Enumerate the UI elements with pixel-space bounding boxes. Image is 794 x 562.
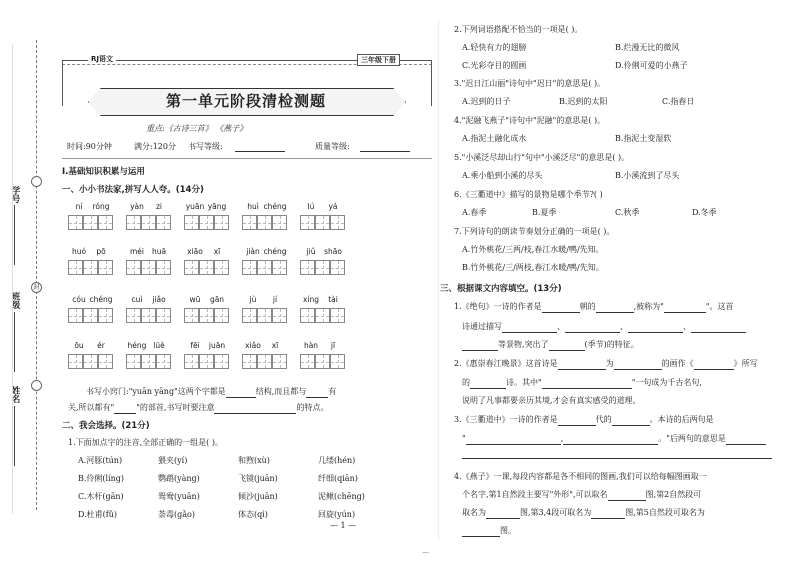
option-c[interactable]: C.指春日 xyxy=(662,97,695,106)
option-b[interactable]: B.小溪流到了尽头 xyxy=(615,171,680,180)
option-word: 飞镜(juān) xyxy=(238,474,278,483)
writing-cell[interactable] xyxy=(272,308,287,323)
fill-blank[interactable] xyxy=(466,435,561,445)
writing-cell[interactable] xyxy=(68,354,83,369)
fill-blank[interactable] xyxy=(726,435,766,445)
fill-blank[interactable] xyxy=(664,303,706,313)
option-b[interactable]: B.指泥土变湿软 xyxy=(615,134,672,143)
fill-blank[interactable] xyxy=(462,341,498,351)
writing-cell[interactable] xyxy=(315,354,330,369)
fill-blank[interactable] xyxy=(542,303,580,313)
writing-cell[interactable] xyxy=(126,215,141,230)
text: 代的 xyxy=(595,415,612,424)
writing-cell[interactable] xyxy=(126,354,141,369)
option-word: 和煦(xù) xyxy=(238,456,270,465)
fill-blank[interactable] xyxy=(486,509,520,519)
option-b[interactable]: B.烂漫无比的微风 xyxy=(615,43,680,52)
header-bracket-left xyxy=(62,60,63,106)
pinyin-label: méi xyxy=(129,247,144,256)
fill-blank[interactable] xyxy=(560,434,658,445)
pinyin-label: jiǔ xyxy=(306,247,316,256)
pinyin-label: juān xyxy=(208,341,226,350)
fill-blank[interactable] xyxy=(470,379,506,389)
pinyin-label: lú xyxy=(307,202,315,211)
quality-grade-blank[interactable] xyxy=(360,142,410,152)
fill-blank[interactable] xyxy=(558,360,606,370)
binding-dashed-line xyxy=(36,40,37,510)
option-a[interactable]: A.轻快有力的翅膀 xyxy=(462,43,527,52)
option-word: 回旋(yún) xyxy=(318,510,356,519)
option-word: 体态(qì) xyxy=(238,510,268,519)
tip-text: 书写小窍门:"yuān yāng"这两个字都是 xyxy=(86,387,226,396)
option-word: 泥鳅(chēng) xyxy=(318,492,365,501)
pinyin-label: xiǎo xyxy=(245,341,261,350)
tip-text: "的部首,书写时要注意 xyxy=(136,403,215,412)
writing-cell[interactable] xyxy=(156,215,171,230)
writing-cell[interactable] xyxy=(330,354,345,369)
text: " xyxy=(462,434,466,443)
writing-grade-blank[interactable] xyxy=(235,142,285,152)
q2-1-stem: 1.下面加点字的注音,全部正确的一组是( )。 xyxy=(68,438,223,447)
binding-circle xyxy=(31,176,42,187)
quality-grade-label: 质量等级: xyxy=(315,142,350,151)
text: , xyxy=(560,434,564,443)
option-c[interactable]: C.秋季 xyxy=(615,208,640,217)
q2-4-stem: 4."泥融飞燕子"诗句中"泥融"的意思是( )。 xyxy=(454,116,606,125)
pinyin-label: zi xyxy=(155,202,163,211)
option-item[interactable]: D.杜甫(fǔ) xyxy=(78,510,118,519)
fill-blank[interactable] xyxy=(591,509,625,519)
binding-circle xyxy=(31,380,42,391)
q3-1-line3 xyxy=(462,339,639,351)
student-id-line[interactable] xyxy=(14,205,15,265)
calligraphy-tip-line2 xyxy=(68,402,328,414)
full-score: 满分:120分 xyxy=(134,142,176,151)
q3-1-line2 xyxy=(462,321,746,333)
pinyin-label: xī xyxy=(271,341,279,350)
name-line[interactable] xyxy=(14,406,15,466)
page-edge xyxy=(12,44,13,514)
option-b[interactable]: B.夏季 xyxy=(532,208,557,217)
q4-line2 xyxy=(462,489,701,501)
subject-tag: RJ语文 xyxy=(88,54,116,64)
pinyin-label: jī xyxy=(330,341,336,350)
text: 图,第3,4段可取名为 xyxy=(520,508,592,517)
pinyin-label: jí xyxy=(272,295,278,304)
q3-1-line1 xyxy=(454,301,734,313)
pinyin-label: chéng xyxy=(89,295,113,304)
class-label: 班级 xyxy=(10,292,20,309)
section-divider xyxy=(62,158,432,159)
tip-text: 有 xyxy=(328,387,337,396)
pinyin-label: gān xyxy=(209,295,225,304)
pinyin-label: cuì xyxy=(131,295,143,304)
fill-blank[interactable] xyxy=(596,303,634,313)
fill-blank[interactable] xyxy=(565,323,620,333)
tip-blank[interactable] xyxy=(306,388,328,398)
fill-blank[interactable] xyxy=(549,341,585,351)
writing-grade-label: 书写等级: xyxy=(188,142,223,151)
fill-blank[interactable] xyxy=(694,360,734,370)
writing-cell[interactable] xyxy=(83,260,98,275)
q2-3-stem: 3."迟日江山丽"诗句中"迟日"的意思是( )。 xyxy=(454,79,606,88)
writing-cell[interactable] xyxy=(272,215,287,230)
writing-cell[interactable] xyxy=(83,308,98,323)
student-id-label: 学号 xyxy=(10,186,20,203)
option-b[interactable]: B.迟到的太阳 xyxy=(559,97,608,106)
text: 。"后两句的意思是 xyxy=(658,434,726,443)
writing-cell[interactable] xyxy=(199,260,214,275)
pinyin-label: wū xyxy=(189,295,201,304)
text: "一句成为千古名句, xyxy=(631,378,702,387)
writing-cell[interactable] xyxy=(141,308,156,323)
writing-cell[interactable] xyxy=(68,215,83,230)
page-title: 第一单元阶段清检测题 xyxy=(165,92,326,110)
pinyin-label: yàn xyxy=(130,202,144,211)
writing-cell[interactable] xyxy=(184,308,199,323)
text: 取名为 xyxy=(462,508,486,517)
header-bracket-right xyxy=(431,60,432,106)
text: 个名字,第1自然段主要写"外形",可以取名 xyxy=(462,490,608,499)
fill-blank[interactable] xyxy=(542,379,632,389)
text: 图。 xyxy=(500,526,516,535)
text: 图,第5自然段可取名为 xyxy=(625,508,705,517)
pinyin-label: xíng xyxy=(302,295,320,304)
q2-6-stem: 6.《三衢道中》描写的景物是哪个季节?( ) xyxy=(454,190,603,199)
fill-blank[interactable] xyxy=(691,323,746,333)
fill-blank[interactable] xyxy=(628,323,683,333)
writing-cell[interactable] xyxy=(156,260,171,275)
writing-cell[interactable] xyxy=(214,354,229,369)
writing-cell[interactable] xyxy=(68,308,83,323)
writing-cell[interactable] xyxy=(272,354,287,369)
writing-cell[interactable] xyxy=(141,260,156,275)
q3-3-line2 xyxy=(462,433,766,445)
pinyin-label: fēi xyxy=(190,341,200,350)
pinyin-label: yuān xyxy=(185,202,205,211)
writing-cell[interactable] xyxy=(98,308,113,323)
option-a[interactable]: A.春季 xyxy=(462,208,487,217)
writing-cell[interactable] xyxy=(184,354,199,369)
pinyin-label: ōu xyxy=(74,341,84,350)
writing-cell[interactable] xyxy=(242,354,257,369)
option-word: 鸳鸯(yuān) xyxy=(158,492,200,501)
text: 等景物,突出了 xyxy=(498,340,549,349)
writing-cell[interactable] xyxy=(156,354,171,369)
text: "。这首 xyxy=(705,302,734,311)
q3-2-line1 xyxy=(454,358,758,370)
writing-cell[interactable] xyxy=(68,260,83,275)
writing-cell[interactable] xyxy=(300,308,315,323)
pinyin-label: huì xyxy=(247,202,259,211)
text: 3.《三衢道中》一诗的作者是 xyxy=(454,415,558,424)
text: 2.《惠崇春江晚景》这首诗是 xyxy=(454,359,558,368)
writing-cell[interactable] xyxy=(199,308,214,323)
pinyin-label: huó xyxy=(71,247,87,256)
text: 》所写 xyxy=(733,359,758,368)
class-line[interactable] xyxy=(14,312,15,372)
writing-cell[interactable] xyxy=(83,215,98,230)
pinyin-label: jù xyxy=(249,295,257,304)
tip-blank[interactable] xyxy=(226,388,256,398)
pinyin-label: chéng xyxy=(263,202,287,211)
pinyin-label: pō xyxy=(96,247,106,256)
writing-cell[interactable] xyxy=(184,260,199,275)
option-a[interactable]: A.迟到的日子 xyxy=(462,97,511,106)
tip-text: 的特点。 xyxy=(296,403,329,412)
fill-blank[interactable] xyxy=(608,491,646,501)
text: 。本诗的后两句是 xyxy=(649,415,714,424)
q2-2-stem: 2.下列词语搭配不恰当的一项是( )。 xyxy=(454,25,583,34)
text: 朝的 xyxy=(579,302,596,311)
fill-blank[interactable] xyxy=(558,416,596,426)
q1-heading: 一、小小书法家,拼写人人夸。(14分) xyxy=(62,185,204,195)
text: 的画作《 xyxy=(661,359,694,368)
writing-cell[interactable] xyxy=(300,260,315,275)
option-item[interactable]: B.伶俐(líng) xyxy=(78,474,125,483)
text: 为 xyxy=(605,359,614,368)
text: 、 xyxy=(557,322,565,331)
writing-cell[interactable] xyxy=(257,215,272,230)
writing-cell[interactable] xyxy=(98,215,113,230)
column-gutter xyxy=(438,20,439,540)
writing-cell[interactable] xyxy=(199,215,214,230)
option-word: 猥夹(yí) xyxy=(158,456,188,465)
writing-cell[interactable] xyxy=(141,354,156,369)
footer-mark: — xyxy=(422,548,429,556)
pinyin-label: yá xyxy=(328,202,338,211)
pinyin-label: yāng xyxy=(207,202,227,211)
pinyin-label: shāo xyxy=(324,247,342,256)
writing-cell[interactable] xyxy=(257,260,272,275)
writing-cell[interactable] xyxy=(257,308,272,323)
exam-time: 时间:90分钟 xyxy=(67,142,112,151)
option-item[interactable]: A.河豚(tún) xyxy=(78,456,123,465)
text: 、 xyxy=(620,322,628,331)
pinyin-label: huā xyxy=(151,247,167,256)
pinyin-label: xiāo xyxy=(187,247,203,256)
option-word: 几缕(hén) xyxy=(318,456,356,465)
answer-line[interactable] xyxy=(462,458,772,459)
writing-cell[interactable] xyxy=(242,260,257,275)
option-a[interactable]: A.乘小船到小溪的尽头 xyxy=(462,171,543,180)
tip-text: 结构,而且都与 xyxy=(255,387,307,396)
text: ,被称为" xyxy=(633,302,664,311)
q2-7-stem: 7.下列诗句的朗读节奏划分正确的一项是( )。 xyxy=(454,227,615,236)
writing-cell[interactable] xyxy=(242,215,257,230)
part1-heading: Ⅰ.基础知识积累与运用 xyxy=(62,167,145,177)
option-b[interactable]: B.竹外桃花/三/两枝,春江水暖/鸭/先知。 xyxy=(462,263,604,272)
text: 图,第2自然段可 xyxy=(645,490,702,499)
fill-blank[interactable] xyxy=(612,416,650,426)
tip-text: 关,所以都有" xyxy=(68,403,115,412)
writing-cell[interactable] xyxy=(272,260,287,275)
calligraphy-tip-line1 xyxy=(86,386,336,398)
pinyin-label: tài xyxy=(328,295,338,304)
writing-cell[interactable] xyxy=(98,354,113,369)
text: 的 xyxy=(462,378,470,387)
binding-circle-seal: 封 xyxy=(31,282,42,293)
pinyin-label: hàn xyxy=(303,341,319,350)
option-d[interactable]: D.伶俐可爱的小燕子 xyxy=(615,61,688,70)
name-label: 姓名 xyxy=(10,386,20,403)
q4-line1: 4.《燕子》一课,每段内容都是各不相同的图画,我们可以给每幅图画取一 xyxy=(454,472,707,481)
text: 诗通过描写 xyxy=(462,322,502,331)
option-a[interactable]: A.指泥土融化成水 xyxy=(462,134,527,143)
writing-cell[interactable] xyxy=(315,308,330,323)
q2-heading: 二、我会选择。(21分) xyxy=(62,421,150,431)
option-a[interactable]: A.竹外桃花/三两/枝,春江水暖/鸭/先知。 xyxy=(462,245,604,254)
tip-blank[interactable] xyxy=(214,404,296,414)
pinyin-label: róng xyxy=(92,202,110,211)
writing-cell[interactable] xyxy=(330,260,345,275)
writing-cell[interactable] xyxy=(242,308,257,323)
option-c[interactable]: C.光彩夺目的圆画 xyxy=(462,61,527,70)
option-word: 荼毒(gǎo) xyxy=(158,510,195,519)
writing-cell[interactable] xyxy=(300,215,315,230)
pinyin-label: xī xyxy=(213,247,221,256)
pinyin-label: jiàn xyxy=(246,247,260,256)
writing-cell[interactable] xyxy=(199,354,214,369)
fill-blank[interactable] xyxy=(462,527,500,537)
text: (季节)的特征。 xyxy=(584,340,639,349)
fill-blank[interactable] xyxy=(614,360,662,370)
option-word: 纤细(qiān) xyxy=(318,474,358,483)
writing-cell[interactable] xyxy=(214,308,229,323)
pinyin-label: héng xyxy=(127,341,147,350)
q3-heading: 三、根据课文内容填空。(13分) xyxy=(440,284,562,294)
pinyin-label: ér xyxy=(97,341,105,350)
option-word: 鹦鹉(yàng) xyxy=(158,474,200,483)
writing-cell[interactable] xyxy=(156,308,171,323)
option-word: 倾沙(juān) xyxy=(238,492,278,501)
writing-cell[interactable] xyxy=(257,354,272,369)
text: 1.《绝句》一诗的作者是 xyxy=(454,302,542,311)
q4-line4 xyxy=(462,525,516,537)
pinyin-label: ní xyxy=(75,202,83,211)
pinyin-label: cóu xyxy=(72,295,86,304)
q3-3-line1 xyxy=(454,414,714,426)
text: 、 xyxy=(683,322,691,331)
writing-cell[interactable] xyxy=(184,215,199,230)
writing-cell[interactable] xyxy=(126,308,141,323)
writing-cell[interactable] xyxy=(98,260,113,275)
q3-2-line3: 说明了凡事都要亲历其境,才会有真实感受的道理。 xyxy=(462,396,641,405)
writing-cell[interactable] xyxy=(330,215,345,230)
writing-cell[interactable] xyxy=(315,260,330,275)
writing-cell[interactable] xyxy=(83,354,98,369)
writing-cell[interactable] xyxy=(126,260,141,275)
q4-line3 xyxy=(462,507,705,519)
q3-2-line2 xyxy=(462,377,702,389)
pinyin-label: chéng xyxy=(263,247,287,256)
grade-tag: 三年级下册 xyxy=(357,54,400,66)
writing-cell[interactable] xyxy=(214,215,229,230)
writing-cell[interactable] xyxy=(300,354,315,369)
writing-cell[interactable] xyxy=(141,215,156,230)
option-d[interactable]: D.冬季 xyxy=(692,208,717,217)
writing-cell[interactable] xyxy=(330,308,345,323)
fill-blank[interactable] xyxy=(502,323,557,333)
text: 诗。其中" xyxy=(506,378,542,387)
writing-cell[interactable] xyxy=(214,260,229,275)
pinyin-label: jiǎo xyxy=(152,295,166,304)
writing-cell[interactable] xyxy=(315,215,330,230)
q2-5-stem: 5."小溪泛尽却山行"句中"小溪泛尽"的意思是( )。 xyxy=(454,153,630,162)
key-points: 重点:《古诗三首》 《燕子》 xyxy=(146,124,248,133)
option-item[interactable]: C.木杆(gān) xyxy=(78,492,124,501)
tip-blank[interactable] xyxy=(114,404,136,414)
page-number: — 1 — xyxy=(330,521,357,530)
pinyin-label: lüè xyxy=(153,341,165,350)
